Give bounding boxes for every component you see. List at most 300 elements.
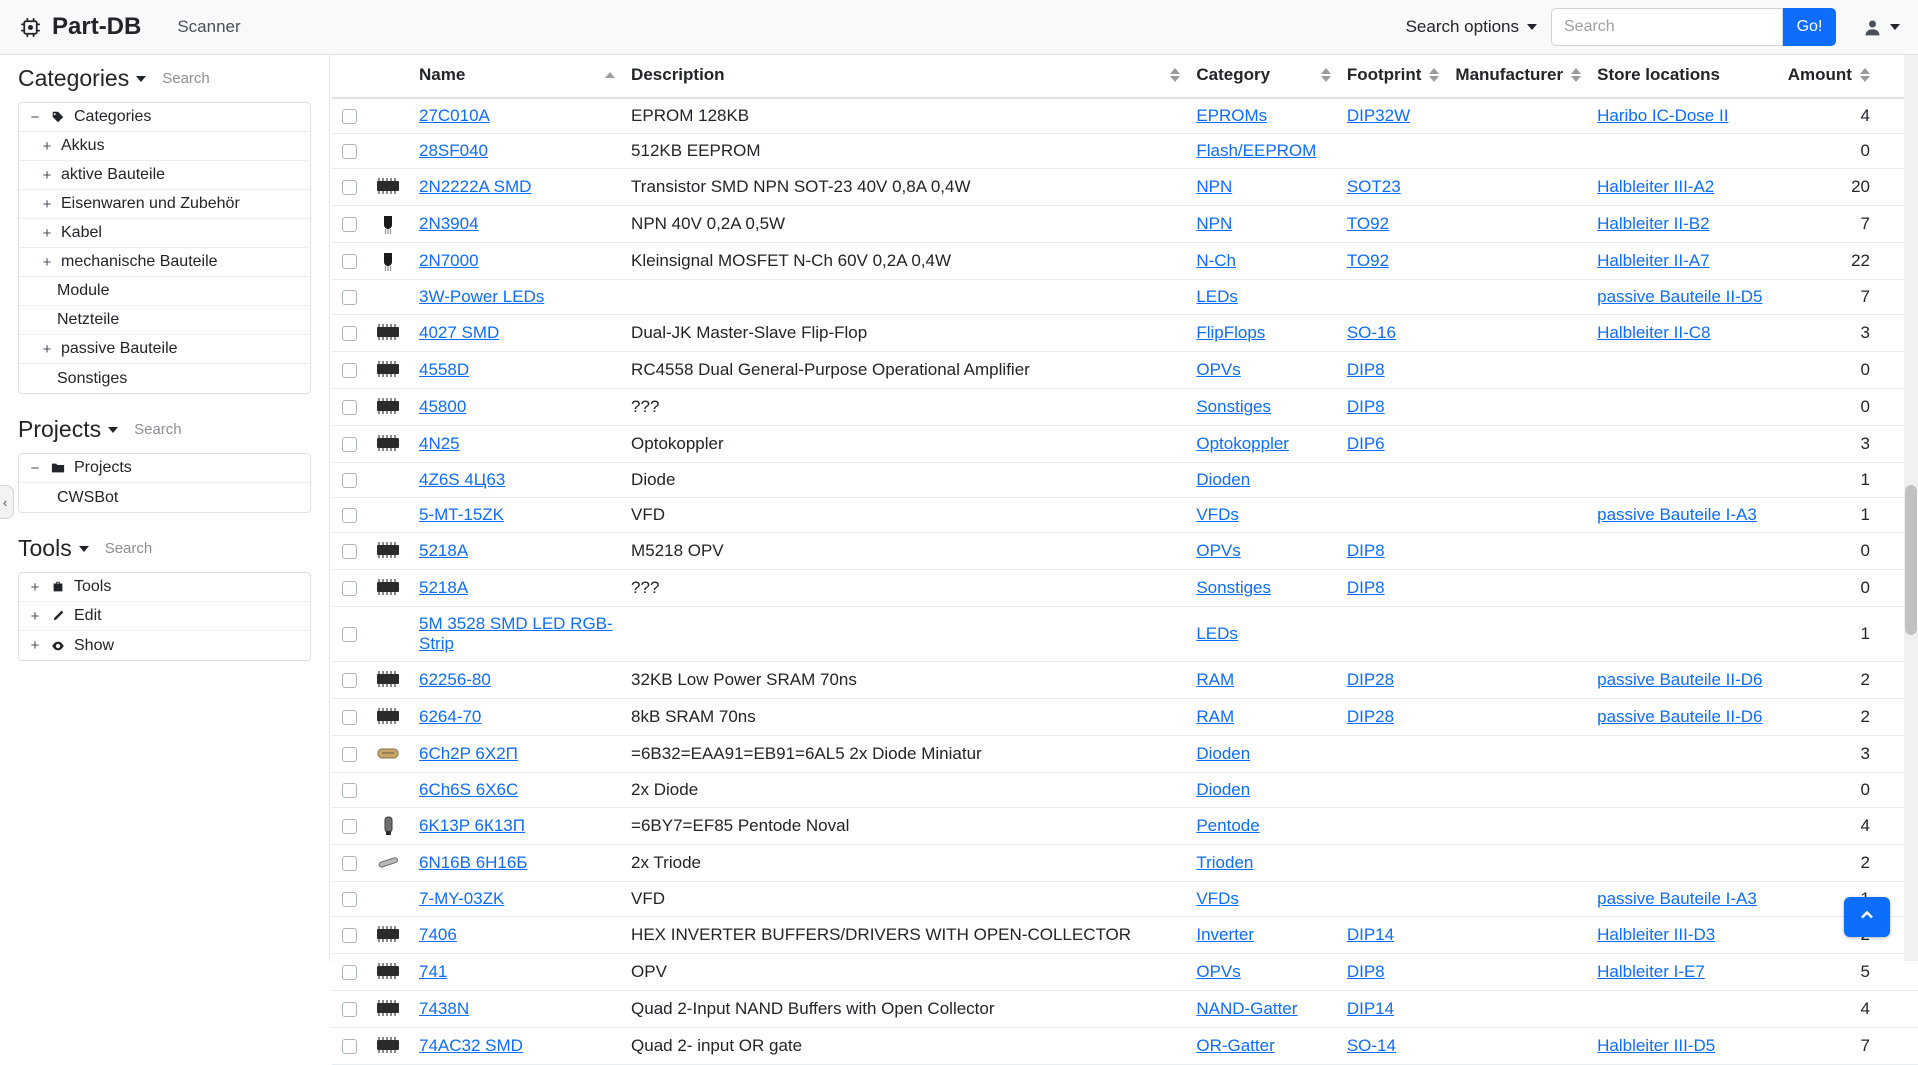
row-amount-cell bbox=[1780, 533, 1918, 570]
amount-value: 7 bbox=[1860, 1036, 1870, 1055]
row-checkbox[interactable] bbox=[342, 965, 357, 980]
search-go-button[interactable]: Go! bbox=[1783, 8, 1836, 46]
category-link[interactable]: Dioden bbox=[1196, 780, 1251, 799]
col-header-amount[interactable] bbox=[1780, 55, 1918, 98]
row-select-cell bbox=[332, 773, 365, 808]
table-row[interactable] bbox=[332, 243, 1918, 280]
part-name-link[interactable]: 74AC32 SMD bbox=[419, 1036, 523, 1055]
row-category-cell bbox=[1188, 315, 1338, 352]
category-link[interactable]: VFDs bbox=[1196, 889, 1239, 908]
row-select-cell bbox=[332, 736, 365, 773]
category-link[interactable]: LEDs bbox=[1196, 624, 1238, 643]
tree-item[interactable] bbox=[19, 161, 310, 190]
row-checkbox[interactable] bbox=[342, 856, 357, 871]
parts-table-area bbox=[330, 55, 1918, 1055]
tree-item[interactable] bbox=[19, 219, 310, 248]
footprint-link[interactable]: SOT23 bbox=[1346, 177, 1401, 196]
amount-value: 0 bbox=[1860, 141, 1870, 160]
row-description-cell bbox=[623, 773, 1188, 808]
row-checkbox[interactable] bbox=[342, 400, 357, 415]
sidebar-projects-label: Projects bbox=[18, 416, 102, 442]
table-row[interactable] bbox=[332, 662, 1918, 699]
row-manufacturer-cell bbox=[1447, 808, 1589, 845]
row-checkbox[interactable] bbox=[342, 473, 357, 488]
part-name-link[interactable]: 7438N bbox=[419, 999, 470, 1018]
row-category-cell bbox=[1188, 206, 1338, 243]
table-row[interactable] bbox=[332, 280, 1918, 315]
search-options-label: Search options bbox=[1405, 17, 1519, 36]
row-checkbox[interactable] bbox=[342, 747, 357, 762]
row-amount-cell bbox=[1780, 243, 1918, 280]
page-body bbox=[0, 55, 1918, 1055]
row-amount-cell bbox=[1780, 352, 1918, 389]
tree-item[interactable] bbox=[19, 306, 310, 335]
category-link[interactable]: FlipFlops bbox=[1196, 323, 1266, 342]
row-amount-cell bbox=[1780, 699, 1918, 736]
table-row[interactable] bbox=[332, 315, 1918, 352]
part-thumbnail-icon bbox=[373, 396, 403, 418]
row-category-cell bbox=[1188, 389, 1338, 426]
footprint-link[interactable]: DIP8 bbox=[1346, 360, 1385, 379]
table-row[interactable] bbox=[332, 954, 1918, 991]
part-name-link[interactable]: 7406 bbox=[419, 925, 457, 944]
expander-icon[interactable]: − bbox=[30, 108, 40, 126]
col-header-picture bbox=[365, 55, 411, 98]
footprint-link[interactable]: SO-16 bbox=[1346, 323, 1396, 342]
row-description-cell bbox=[623, 280, 1188, 315]
row-footprint-cell bbox=[1339, 736, 1448, 773]
expander-icon[interactable]: + bbox=[30, 607, 40, 625]
row-footprint-cell bbox=[1339, 389, 1448, 426]
row-amount-cell bbox=[1780, 773, 1918, 808]
sort-icon[interactable] bbox=[1170, 68, 1180, 82]
row-store-location-cell bbox=[1589, 808, 1780, 845]
category-link[interactable]: Inverter bbox=[1196, 925, 1254, 944]
row-manufacturer-cell bbox=[1447, 699, 1589, 736]
row-select-cell bbox=[332, 662, 365, 699]
row-footprint-cell bbox=[1339, 463, 1448, 498]
row-footprint-cell bbox=[1339, 845, 1448, 882]
footprint-link[interactable]: TO92 bbox=[1346, 214, 1390, 233]
store-location-link[interactable]: passive Bauteile I-A3 bbox=[1597, 505, 1757, 524]
part-name-link[interactable]: 2N2222A SMD bbox=[419, 177, 532, 196]
part-thumbnail-icon bbox=[373, 577, 403, 599]
row-checkbox[interactable] bbox=[342, 627, 357, 642]
category-link[interactable]: Sonstiges bbox=[1196, 397, 1272, 416]
row-store-location-cell bbox=[1589, 389, 1780, 426]
category-link[interactable]: VFDs bbox=[1196, 505, 1239, 524]
row-manufacturer-cell bbox=[1447, 533, 1589, 570]
chevron-down-icon bbox=[1527, 24, 1537, 30]
category-link[interactable]: EPROMs bbox=[1196, 106, 1268, 125]
row-manufacturer-cell bbox=[1447, 570, 1589, 607]
row-description-cell bbox=[623, 498, 1188, 533]
tree-item[interactable] bbox=[19, 103, 310, 132]
brand-logo[interactable] bbox=[18, 13, 141, 41]
row-category-cell bbox=[1188, 243, 1338, 280]
scroll-to-top-button[interactable] bbox=[1844, 897, 1890, 937]
expander-icon[interactable]: − bbox=[30, 459, 40, 477]
vertical-scrollbar[interactable] bbox=[1904, 55, 1918, 961]
row-checkbox[interactable] bbox=[342, 581, 357, 596]
part-description: Optokoppler bbox=[631, 434, 724, 453]
row-description-cell bbox=[623, 315, 1188, 352]
table-row[interactable] bbox=[332, 169, 1918, 206]
row-checkbox[interactable] bbox=[342, 508, 357, 523]
tree-item[interactable] bbox=[19, 190, 310, 219]
nav-item-scanner[interactable]: Scanner bbox=[177, 17, 241, 36]
store-location-link[interactable]: Halbleiter III-D5 bbox=[1597, 1036, 1716, 1055]
part-description: Kleinsignal MOSFET N-Ch 60V 0,2A 0,4W bbox=[631, 251, 952, 270]
tree-item[interactable] bbox=[19, 573, 310, 602]
table-row[interactable] bbox=[332, 736, 1918, 773]
table-header-row bbox=[332, 55, 1918, 98]
store-location-link[interactable]: Halbleiter III-A2 bbox=[1597, 177, 1715, 196]
part-name-link[interactable]: 6K13P 6К13П bbox=[419, 816, 525, 835]
part-name-link[interactable]: 27C010A bbox=[419, 106, 490, 125]
part-thumbnail-icon bbox=[373, 213, 403, 235]
row-checkbox[interactable] bbox=[342, 326, 357, 341]
part-description: Diode bbox=[631, 470, 676, 489]
amount-value: 1 bbox=[1860, 470, 1870, 489]
row-checkbox[interactable] bbox=[342, 1039, 357, 1054]
category-link[interactable]: NAND-Gatter bbox=[1196, 999, 1298, 1018]
row-store-location-cell bbox=[1589, 533, 1780, 570]
store-location-link[interactable]: passive Bauteile I-A3 bbox=[1597, 889, 1757, 908]
part-name-link[interactable]: 6Ch6S 6Х6С bbox=[419, 780, 519, 799]
footprint-link[interactable]: DIP8 bbox=[1346, 578, 1385, 597]
row-category-cell bbox=[1188, 426, 1338, 463]
category-link[interactable]: RAM bbox=[1196, 670, 1235, 689]
row-select-cell bbox=[332, 1028, 365, 1065]
projects-search-input[interactable] bbox=[128, 417, 339, 443]
table-row[interactable] bbox=[332, 498, 1918, 533]
row-category-cell bbox=[1188, 736, 1338, 773]
row-thumbnail-cell bbox=[365, 607, 411, 662]
row-thumbnail-cell bbox=[365, 389, 411, 426]
row-footprint-cell bbox=[1339, 315, 1448, 352]
tree-item[interactable] bbox=[19, 132, 310, 161]
col-header-category[interactable] bbox=[1188, 55, 1338, 98]
part-name-link[interactable]: 4Z6S 4Ц63 bbox=[419, 470, 506, 489]
row-footprint-cell bbox=[1339, 1028, 1448, 1065]
part-name-link[interactable]: 5218A bbox=[419, 541, 469, 560]
row-store-location-cell bbox=[1589, 280, 1780, 315]
tree-item-label: Categories bbox=[74, 108, 152, 125]
category-link[interactable]: LEDs bbox=[1196, 287, 1238, 306]
row-checkbox[interactable] bbox=[342, 144, 357, 159]
category-link[interactable]: RAM bbox=[1196, 707, 1235, 726]
row-store-location-cell bbox=[1589, 699, 1780, 736]
tree-item[interactable] bbox=[19, 248, 310, 277]
row-select-cell bbox=[332, 206, 365, 243]
row-description-cell bbox=[623, 607, 1188, 662]
sidebar-tools-title[interactable] bbox=[18, 535, 89, 562]
table-row[interactable] bbox=[332, 389, 1918, 426]
table-row[interactable] bbox=[332, 352, 1918, 389]
row-thumbnail-cell bbox=[365, 463, 411, 498]
part-thumbnail-icon bbox=[373, 322, 403, 344]
row-manufacturer-cell bbox=[1447, 315, 1589, 352]
category-link[interactable]: NPN bbox=[1196, 177, 1233, 196]
sort-icon[interactable] bbox=[1321, 68, 1331, 82]
store-location-link[interactable]: passive Bauteile II-D6 bbox=[1597, 707, 1763, 726]
tools-search-input[interactable] bbox=[99, 536, 315, 562]
row-checkbox[interactable] bbox=[342, 892, 357, 907]
row-checkbox[interactable] bbox=[342, 783, 357, 798]
row-category-cell bbox=[1188, 280, 1338, 315]
category-link[interactable]: OR-Gatter bbox=[1196, 1036, 1275, 1055]
table-row[interactable] bbox=[332, 206, 1918, 243]
tree-item[interactable] bbox=[19, 631, 310, 660]
part-name-link[interactable]: 28SF040 bbox=[419, 141, 488, 160]
footprint-link[interactable]: DIP8 bbox=[1346, 962, 1385, 981]
row-checkbox[interactable] bbox=[342, 819, 357, 834]
table-row[interactable] bbox=[332, 882, 1918, 917]
table-row[interactable] bbox=[332, 98, 1918, 134]
amount-value: 4 bbox=[1860, 106, 1870, 125]
row-amount-cell bbox=[1780, 98, 1918, 134]
row-thumbnail-cell bbox=[365, 808, 411, 845]
table-row[interactable] bbox=[332, 533, 1918, 570]
row-select-cell bbox=[332, 917, 365, 954]
part-name-link[interactable]: 62256-80 bbox=[419, 670, 491, 689]
col-header-footprint[interactable] bbox=[1339, 55, 1448, 98]
row-checkbox[interactable] bbox=[342, 673, 357, 688]
expander-icon[interactable]: + bbox=[42, 166, 52, 184]
footprint-link[interactable]: DIP8 bbox=[1346, 541, 1385, 560]
part-name-link[interactable]: 45800 bbox=[419, 397, 467, 416]
table-row[interactable] bbox=[332, 991, 1918, 1028]
col-header-name[interactable] bbox=[411, 55, 623, 98]
row-description-cell bbox=[623, 845, 1188, 882]
category-link[interactable]: OPVs bbox=[1196, 962, 1241, 981]
sort-icon[interactable] bbox=[1429, 68, 1439, 82]
tree-item-label: Sonstiges bbox=[57, 369, 128, 387]
tree-item[interactable] bbox=[19, 454, 310, 483]
part-description: 2x Triode bbox=[631, 853, 701, 872]
search-options-dropdown[interactable] bbox=[1392, 11, 1551, 43]
row-amount-cell bbox=[1780, 169, 1918, 206]
row-amount-cell bbox=[1780, 498, 1918, 533]
row-footprint-cell bbox=[1339, 243, 1448, 280]
part-description: Transistor SMD NPN SOT-23 40V 0,8A 0,4W bbox=[631, 177, 971, 196]
sort-icon[interactable] bbox=[1860, 68, 1870, 82]
row-checkbox[interactable] bbox=[342, 254, 357, 269]
row-manufacturer-cell bbox=[1447, 1028, 1589, 1065]
table-row[interactable] bbox=[332, 607, 1918, 662]
row-select-cell bbox=[332, 426, 365, 463]
row-checkbox[interactable] bbox=[342, 217, 357, 232]
part-name-link[interactable]: 4N25 bbox=[419, 434, 460, 453]
store-location-link[interactable]: Halbleiter II-C8 bbox=[1597, 323, 1711, 342]
expander-icon[interactable]: + bbox=[30, 578, 40, 596]
expander-icon[interactable]: + bbox=[42, 224, 52, 242]
table-row[interactable] bbox=[332, 463, 1918, 498]
col-header-category-label: Category bbox=[1196, 65, 1271, 84]
store-location-link[interactable]: passive Bauteile II-D5 bbox=[1597, 287, 1763, 306]
row-manufacturer-cell bbox=[1447, 954, 1589, 991]
col-header-description[interactable] bbox=[623, 55, 1188, 98]
part-thumbnail-icon bbox=[373, 706, 403, 728]
row-store-location-cell bbox=[1589, 498, 1780, 533]
sidebar-collapse-handle[interactable]: ‹ bbox=[0, 485, 14, 519]
sort-icon[interactable] bbox=[1571, 68, 1581, 82]
table-row[interactable] bbox=[332, 134, 1918, 169]
amount-value: 4 bbox=[1860, 816, 1870, 835]
row-store-location-cell bbox=[1589, 882, 1780, 917]
part-name-link[interactable]: 2N3904 bbox=[419, 214, 479, 233]
tree-item[interactable] bbox=[19, 277, 310, 306]
navbar-right-group bbox=[1392, 8, 1900, 46]
row-checkbox[interactable] bbox=[342, 544, 357, 559]
tree-item-label: Tools bbox=[74, 578, 112, 595]
user-menu[interactable] bbox=[1862, 17, 1900, 38]
footprint-link[interactable]: DIP28 bbox=[1346, 707, 1395, 726]
footprint-link[interactable]: DIP14 bbox=[1346, 925, 1395, 944]
row-checkbox[interactable] bbox=[342, 109, 357, 124]
sidebar-projects-title[interactable] bbox=[18, 416, 118, 443]
footprint-link[interactable]: DIP32W bbox=[1346, 106, 1411, 125]
row-checkbox[interactable] bbox=[342, 928, 357, 943]
store-location-link[interactable]: Halbleiter II-A7 bbox=[1597, 251, 1710, 270]
tree-item[interactable] bbox=[19, 602, 310, 631]
row-name-cell bbox=[411, 98, 623, 134]
footprint-link[interactable]: DIP8 bbox=[1346, 397, 1385, 416]
part-name-link[interactable]: 3W-Power LEDs bbox=[419, 287, 545, 306]
row-checkbox[interactable] bbox=[342, 180, 357, 195]
category-link[interactable]: OPVs bbox=[1196, 360, 1241, 379]
sort-asc-icon[interactable] bbox=[605, 72, 615, 78]
row-footprint-cell bbox=[1339, 882, 1448, 917]
table-row[interactable] bbox=[332, 845, 1918, 882]
col-header-manufacturer[interactable] bbox=[1447, 55, 1589, 98]
part-description: 2x Diode bbox=[631, 780, 699, 799]
category-link[interactable]: NPN bbox=[1196, 214, 1233, 233]
store-location-link[interactable]: passive Bauteile II-D6 bbox=[1597, 670, 1763, 689]
store-location-link[interactable]: Haribo IC-Dose II bbox=[1597, 106, 1729, 125]
search-input[interactable] bbox=[1551, 8, 1783, 46]
part-name-link[interactable]: 7-MY-03ZK bbox=[419, 889, 505, 908]
expander-icon[interactable]: + bbox=[42, 340, 52, 358]
table-row[interactable] bbox=[332, 773, 1918, 808]
category-link[interactable]: Sonstiges bbox=[1196, 578, 1272, 597]
sidebar-categories-title[interactable] bbox=[18, 65, 146, 92]
row-category-cell bbox=[1188, 1028, 1338, 1065]
part-name-link[interactable]: 6N16B 6Н16Б bbox=[419, 853, 528, 872]
scrollbar-thumb[interactable] bbox=[1905, 485, 1917, 635]
store-location-link[interactable]: Halbleiter III-D3 bbox=[1597, 925, 1716, 944]
part-name-link[interactable]: 2N7000 bbox=[419, 251, 479, 270]
col-header-store-locations[interactable] bbox=[1589, 55, 1780, 98]
part-description: Dual-JK Master-Slave Flip-Flop bbox=[631, 323, 868, 342]
table-row[interactable] bbox=[332, 426, 1918, 463]
footprint-link[interactable]: DIP14 bbox=[1346, 999, 1395, 1018]
projects-tree bbox=[18, 453, 311, 513]
footprint-link[interactable]: SO-14 bbox=[1346, 1036, 1396, 1055]
tree-item-label: aktive Bauteile bbox=[61, 166, 166, 183]
tree-item-label: Kabel bbox=[61, 224, 102, 241]
row-checkbox[interactable] bbox=[342, 363, 357, 378]
category-link[interactable]: N-Ch bbox=[1196, 251, 1237, 270]
store-location-link[interactable]: Halbleiter II-B2 bbox=[1597, 214, 1710, 233]
sidebar bbox=[0, 55, 330, 961]
row-checkbox[interactable] bbox=[342, 710, 357, 725]
part-name-link[interactable]: 4027 SMD bbox=[419, 323, 500, 342]
table-row[interactable] bbox=[332, 808, 1918, 845]
row-checkbox[interactable] bbox=[342, 290, 357, 305]
footprint-link[interactable]: DIP6 bbox=[1346, 434, 1385, 453]
row-category-cell bbox=[1188, 808, 1338, 845]
row-description-cell bbox=[623, 169, 1188, 206]
row-name-cell bbox=[411, 315, 623, 352]
expander-icon[interactable]: + bbox=[30, 637, 40, 654]
row-thumbnail-cell bbox=[365, 243, 411, 280]
category-link[interactable]: Flash/EEPROM bbox=[1196, 141, 1317, 160]
row-amount-cell bbox=[1780, 315, 1918, 352]
part-name-link[interactable]: 5218A bbox=[419, 578, 469, 597]
expander-icon[interactable]: + bbox=[42, 253, 52, 271]
tree-item[interactable] bbox=[19, 364, 310, 393]
amount-value: 5 bbox=[1860, 962, 1870, 981]
table-row[interactable] bbox=[332, 1028, 1918, 1065]
category-link[interactable]: Dioden bbox=[1196, 470, 1251, 489]
tree-item-label: Show bbox=[74, 636, 115, 654]
row-footprint-cell bbox=[1339, 426, 1448, 463]
sidebar-tools-label: Tools bbox=[18, 535, 72, 561]
category-link[interactable]: Dioden bbox=[1196, 744, 1251, 763]
table-row[interactable] bbox=[332, 917, 1918, 954]
parts-table-head bbox=[332, 55, 1918, 98]
store-location-link[interactable]: Halbleiter I-E7 bbox=[1597, 962, 1705, 981]
footprint-link[interactable]: DIP28 bbox=[1346, 670, 1395, 689]
sidebar-section-tools-header bbox=[0, 525, 329, 572]
table-row[interactable] bbox=[332, 570, 1918, 607]
row-manufacturer-cell bbox=[1447, 134, 1589, 169]
tree-item-label: Projects bbox=[74, 459, 132, 476]
expander-icon[interactable]: + bbox=[42, 195, 52, 213]
category-link[interactable]: Trioden bbox=[1196, 853, 1254, 872]
part-description: Quad 2-Input NAND Buffers with Open Collector bbox=[631, 999, 995, 1018]
row-manufacturer-cell bbox=[1447, 243, 1589, 280]
tree-item[interactable] bbox=[19, 483, 310, 512]
expander-icon[interactable]: + bbox=[42, 137, 52, 155]
part-name-link[interactable]: 741 bbox=[419, 962, 448, 981]
tree-item[interactable] bbox=[19, 335, 310, 364]
row-select-cell bbox=[332, 169, 365, 206]
row-select-cell bbox=[332, 808, 365, 845]
row-checkbox[interactable] bbox=[342, 437, 357, 452]
part-name-link[interactable]: 6Ch2P 6Х2П bbox=[419, 744, 518, 763]
category-link[interactable]: OPVs bbox=[1196, 541, 1241, 560]
row-store-location-cell bbox=[1589, 1028, 1780, 1065]
footprint-link[interactable]: TO92 bbox=[1346, 251, 1390, 270]
row-store-location-cell bbox=[1589, 98, 1780, 134]
category-link[interactable]: Pentode bbox=[1196, 816, 1260, 835]
part-name-link[interactable]: 6264-70 bbox=[419, 707, 482, 726]
part-name-link[interactable]: 5M 3528 SMD LED RGB-Strip bbox=[419, 614, 613, 653]
part-name-link[interactable]: 5-MT-15ZK bbox=[419, 505, 505, 524]
chevron-down-icon bbox=[1890, 24, 1900, 30]
part-name-link[interactable]: 4558D bbox=[419, 360, 470, 379]
table-row[interactable] bbox=[332, 699, 1918, 736]
row-manufacturer-cell bbox=[1447, 662, 1589, 699]
row-footprint-cell bbox=[1339, 169, 1448, 206]
category-link[interactable]: Optokoppler bbox=[1196, 434, 1289, 453]
tree-item-label: CWSBot bbox=[57, 488, 119, 506]
row-name-cell bbox=[411, 243, 623, 280]
row-checkbox[interactable] bbox=[342, 1002, 357, 1017]
